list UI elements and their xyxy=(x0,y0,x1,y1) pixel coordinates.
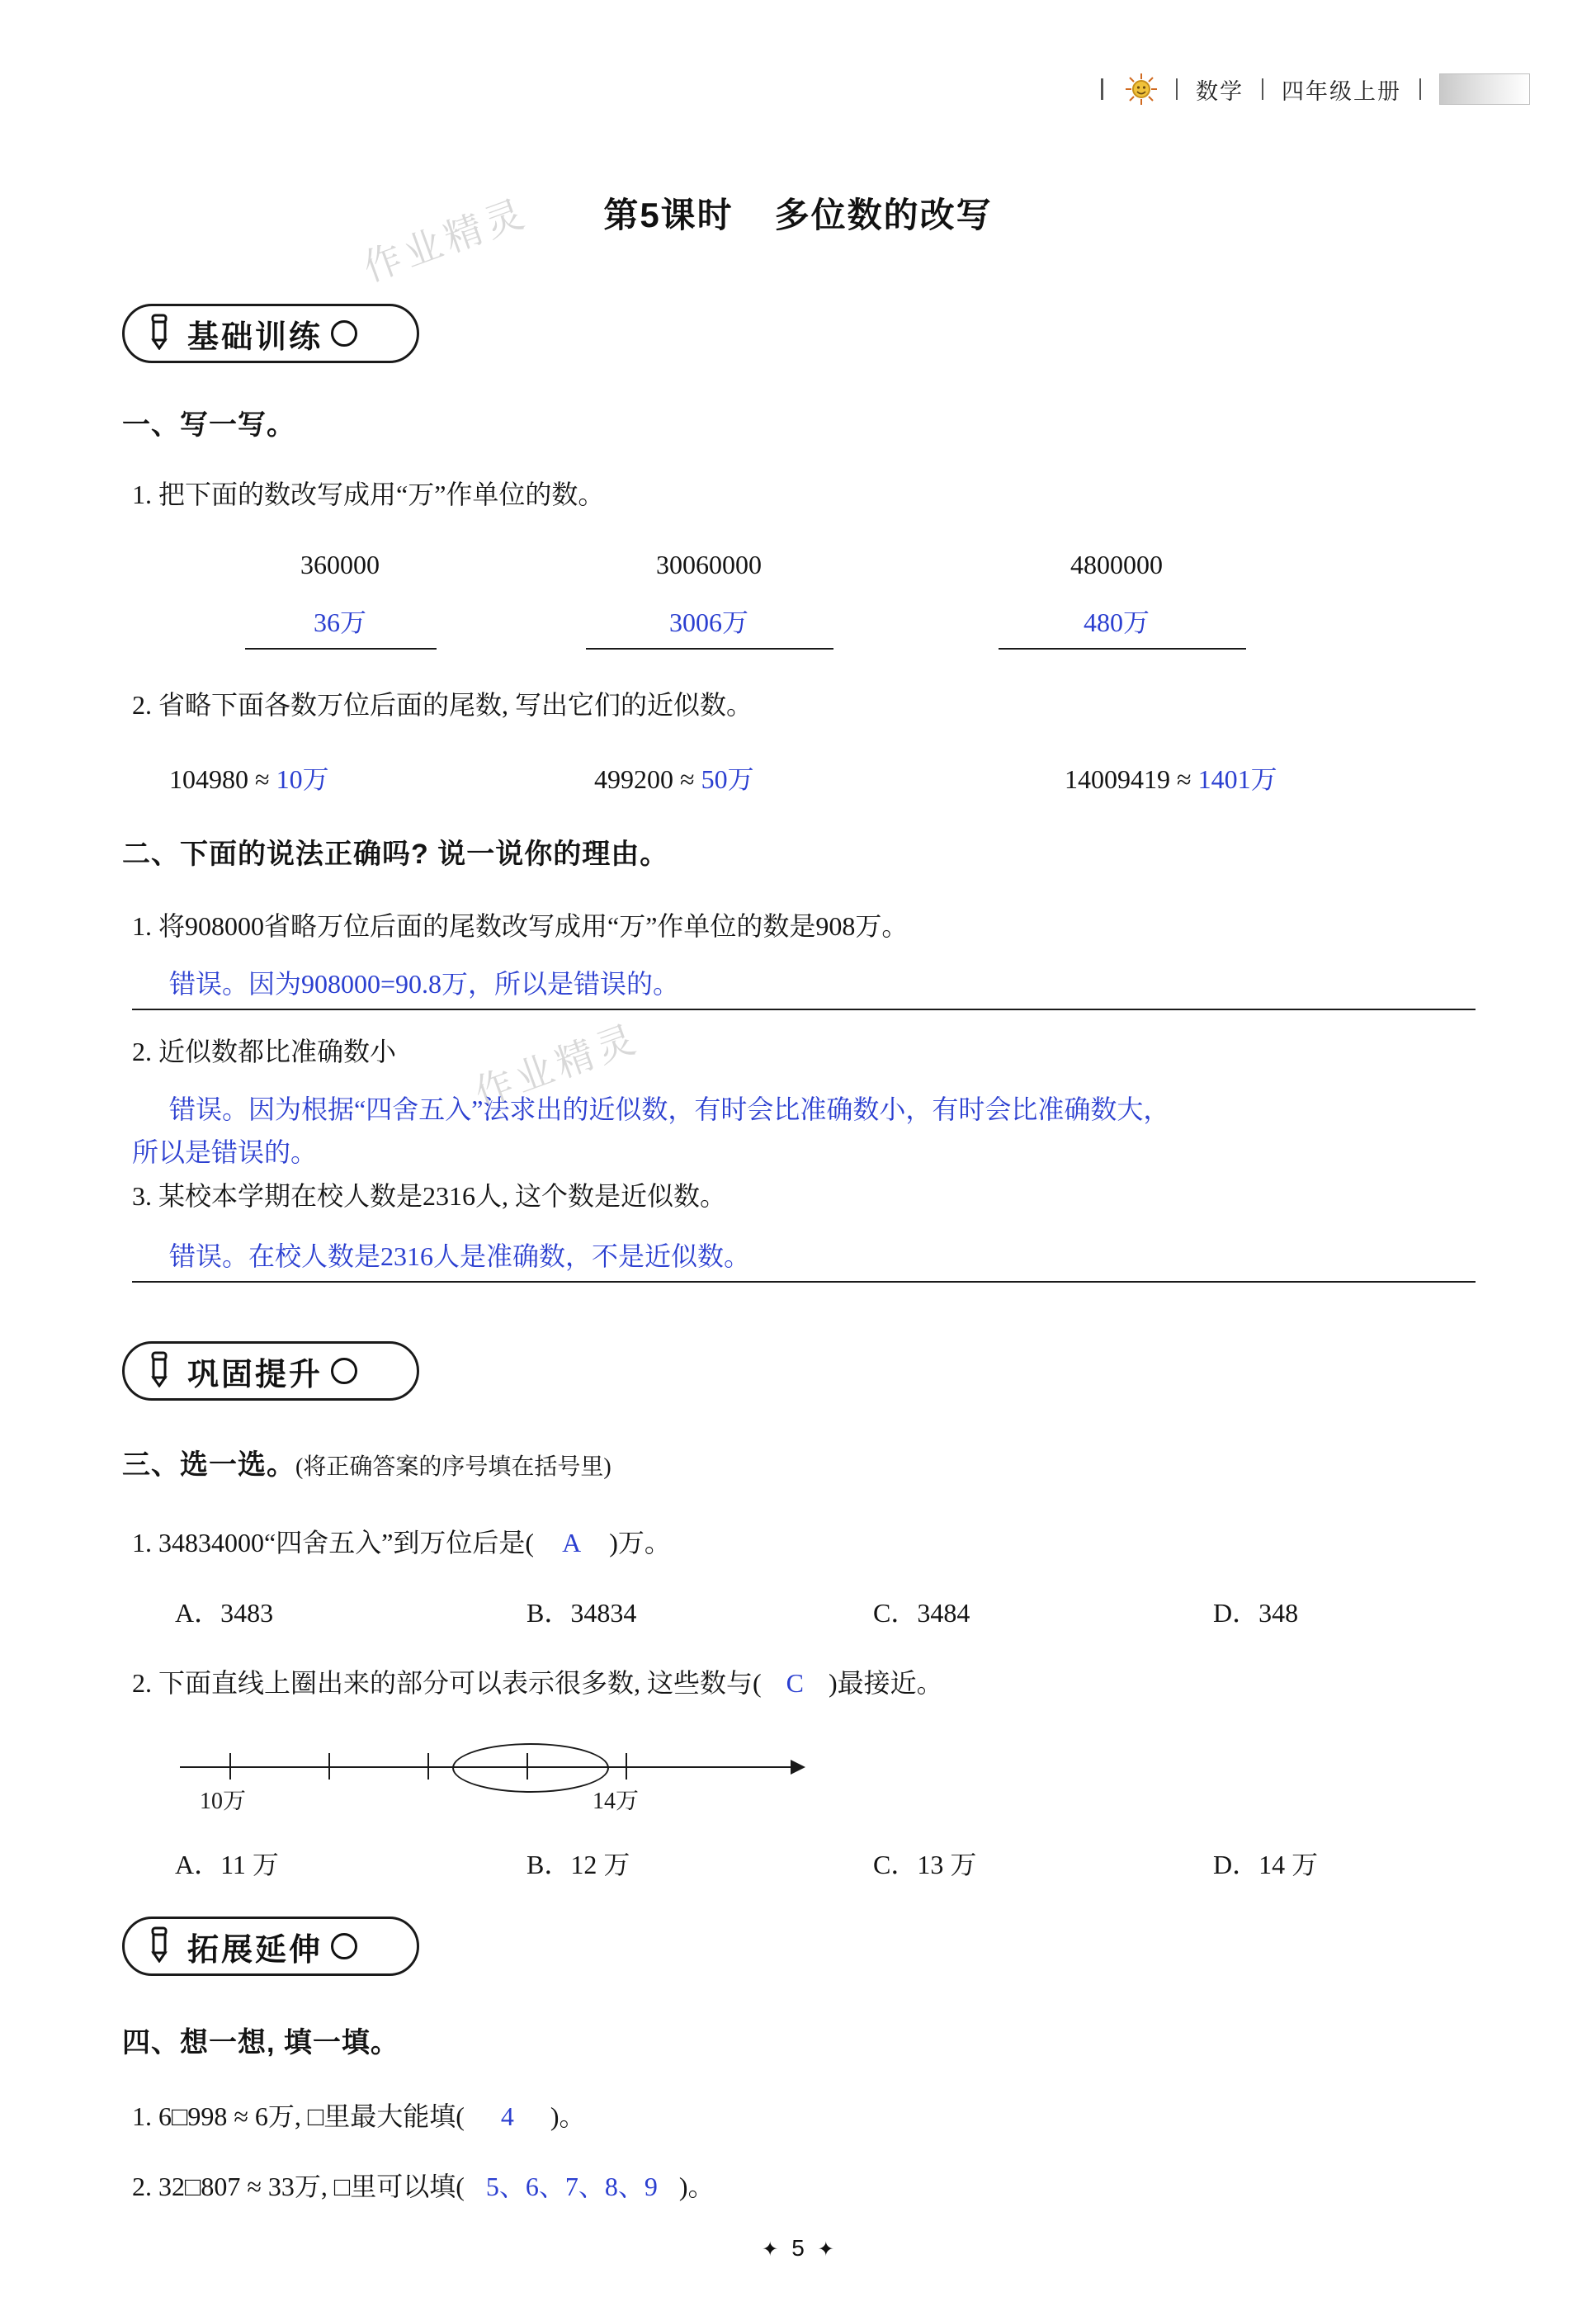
part2-item-2-answer-line1[interactable]: 错误。因为根据“四舍五入”法求出的近似数，有时会比准确数小，有时会比准确数大， xyxy=(169,1094,1170,1124)
number-line-tick-2 xyxy=(328,1753,330,1780)
part3-q2-pre: 2. 下面直线上圈出来的部分可以表示很多数, 这些数与( xyxy=(132,1668,762,1698)
part1-q1-answer-3[interactable]: 480万 xyxy=(1083,607,1150,637)
banner-ring-icon xyxy=(331,1358,357,1384)
page-number: 5 xyxy=(791,2235,805,2261)
number-line-highlight-ellipse xyxy=(452,1743,609,1793)
part1-q2-item-3-answer[interactable]: 1401万 xyxy=(1197,764,1277,794)
number-line-tick-3 xyxy=(427,1753,429,1780)
header-divider-right xyxy=(1419,78,1421,100)
part2-item-2-answer-line2[interactable]: 所以是错误的。 xyxy=(132,1137,318,1167)
part4-q1-pre: 1. 6□998 ≈ 6万, □里最大能填( xyxy=(132,2101,465,2131)
part3-q2-post: )最接近。 xyxy=(829,1668,943,1698)
part1-q2-item-1 xyxy=(169,759,329,799)
part1-q1-blank-3[interactable] xyxy=(999,648,1246,650)
part3-q2-option-c[interactable]: C．13 万 xyxy=(873,1850,977,1879)
header-divider-left xyxy=(1176,78,1178,100)
number-line-tick-1 xyxy=(229,1753,231,1780)
part3-q1-option-c[interactable]: C．3484 xyxy=(873,1598,970,1628)
section-banner-improve-label: 巩固提升 xyxy=(187,1357,323,1392)
part4-q1-post: )。 xyxy=(550,2101,586,2131)
part3-q1 xyxy=(132,1523,671,1562)
part3-q2-answer[interactable]: C xyxy=(786,1668,805,1698)
part3-q2 xyxy=(132,1663,943,1703)
part3-q1-option-d[interactable]: D．348 xyxy=(1213,1598,1299,1628)
part1-q2-text: 2. 省略下面各数万位后面的尾数, 写出它们的近似数。 xyxy=(132,690,753,720)
watermark-top: 作业精灵 xyxy=(357,190,534,290)
part1-q1-number-2: 30060000 xyxy=(656,550,762,579)
sun-icon xyxy=(1125,73,1158,106)
section-banner-basic-label: 基础训练 xyxy=(187,319,323,355)
pencil-icon xyxy=(143,1926,176,1967)
part1-heading: 一、写一写。 xyxy=(122,409,295,441)
section-banner-improve xyxy=(122,1341,419,1401)
part3-heading xyxy=(122,1444,611,1486)
part3-q2-option-d[interactable]: D．14 万 xyxy=(1213,1850,1319,1879)
header-grade: 四年级上册 xyxy=(1282,78,1401,104)
part2-item-1-rule xyxy=(132,1009,1476,1010)
part4-q2-post: )。 xyxy=(678,2172,715,2201)
part2-item-3-rule xyxy=(132,1281,1476,1283)
part3-q1-option-a[interactable]: A．3483 xyxy=(175,1598,274,1628)
pencil-icon xyxy=(143,314,176,354)
section-banner-extend xyxy=(122,1917,419,1976)
number-line-tick-5 xyxy=(626,1753,627,1780)
lesson-number: 第5课时 xyxy=(603,196,734,234)
header-divider-mid xyxy=(1262,78,1263,100)
part2-item-3-answer[interactable]: 错误。在校人数是2316人是准确数，不是近似数。 xyxy=(169,1241,751,1271)
part4-q2-pre: 2. 32□807 ≈ 33万, □里可以填( xyxy=(132,2172,465,2201)
banner-ring-icon xyxy=(331,1933,357,1959)
part2-item-1-answer[interactable]: 错误。因为908000=90.8万，所以是错误的。 xyxy=(169,969,680,999)
number-line-label-left: 10万 xyxy=(200,1789,247,1814)
banner-ring-icon xyxy=(331,320,357,347)
header-gradient-bar xyxy=(1439,73,1530,105)
part4-q1 xyxy=(132,2096,586,2136)
part1-q1-blank-2[interactable] xyxy=(586,648,833,650)
page-header xyxy=(0,73,1596,124)
number-line-label-right: 14万 xyxy=(593,1789,640,1814)
part1-q1-number-3: 4800000 xyxy=(1070,550,1163,579)
part3-q1-answer[interactable]: A xyxy=(562,1528,582,1557)
section-banner-basic xyxy=(122,304,419,363)
decorative-bars xyxy=(1101,78,1103,100)
page-footer xyxy=(0,2235,1596,2262)
part2-item-3-question: 3. 某校本学期在校人数是2316人, 这个数是近似数。 xyxy=(132,1181,727,1211)
part4-heading: 四、想一想, 填一填。 xyxy=(122,2027,399,2058)
part2-item-1-question: 1. 将908000省略万位后面的尾数改写成用“万”作单位的数是908万。 xyxy=(132,911,909,941)
part1-q2-item-2-expr: 499200 ≈ xyxy=(594,764,701,794)
watermark-middle: 作业精灵 xyxy=(469,1015,645,1115)
part3-q2-option-b[interactable]: B．12 万 xyxy=(526,1850,630,1879)
section-banner-extend-label: 拓展延伸 xyxy=(187,1932,323,1968)
part3-heading-main: 三、选一选。 xyxy=(122,1449,295,1481)
part1-q1-answer-2[interactable]: 3006万 xyxy=(668,607,748,637)
star-left-icon: ✦ xyxy=(762,2238,779,2261)
part3-q2-option-a[interactable]: A．11 万 xyxy=(175,1850,279,1879)
pencil-icon xyxy=(143,1351,176,1392)
part1-q1-answer-1[interactable]: 36万 xyxy=(313,607,366,637)
part1-q1-number-1: 360000 xyxy=(300,550,380,579)
part4-q1-answer[interactable]: 4 xyxy=(500,2101,514,2131)
lesson-name: 多位数的改写 xyxy=(774,196,993,234)
part3-q1-post: )万。 xyxy=(609,1528,671,1557)
part1-q2-item-2-answer[interactable]: 50万 xyxy=(701,764,754,794)
part1-q2-item-3-expr: 14009419 ≈ xyxy=(1065,764,1198,794)
part1-q2-item-3 xyxy=(1065,759,1277,799)
part3-heading-sub: (将正确答案的序号填在括号里) xyxy=(295,1454,611,1480)
number-line-diagram xyxy=(180,1742,824,1824)
page-title xyxy=(0,188,1596,238)
star-right-icon: ✦ xyxy=(817,2238,834,2261)
part1-q2-item-2 xyxy=(594,759,754,799)
part1-q2-item-1-expr: 104980 ≈ xyxy=(169,764,276,794)
part4-q2-answer[interactable]: 5、6、7、8、9 xyxy=(485,2172,658,2201)
part1-q1-blank-1[interactable] xyxy=(245,648,437,650)
number-line-arrow xyxy=(791,1760,805,1775)
part4-q2 xyxy=(132,2167,715,2206)
header-subject: 数学 xyxy=(1196,78,1244,104)
part2-item-2-question: 2. 近似数都比准确数小 xyxy=(132,1037,397,1066)
part2-heading: 二、下面的说法正确吗? 说一说你的理由。 xyxy=(122,839,669,870)
part1-q1-text: 1. 把下面的数改写成用“万”作单位的数。 xyxy=(132,480,605,509)
part3-q1-option-b[interactable]: B．34834 xyxy=(526,1598,637,1628)
part1-q2-item-1-answer[interactable]: 10万 xyxy=(276,764,329,794)
part3-q1-pre: 1. 34834000“四舍五入”到万位后是( xyxy=(132,1528,535,1557)
